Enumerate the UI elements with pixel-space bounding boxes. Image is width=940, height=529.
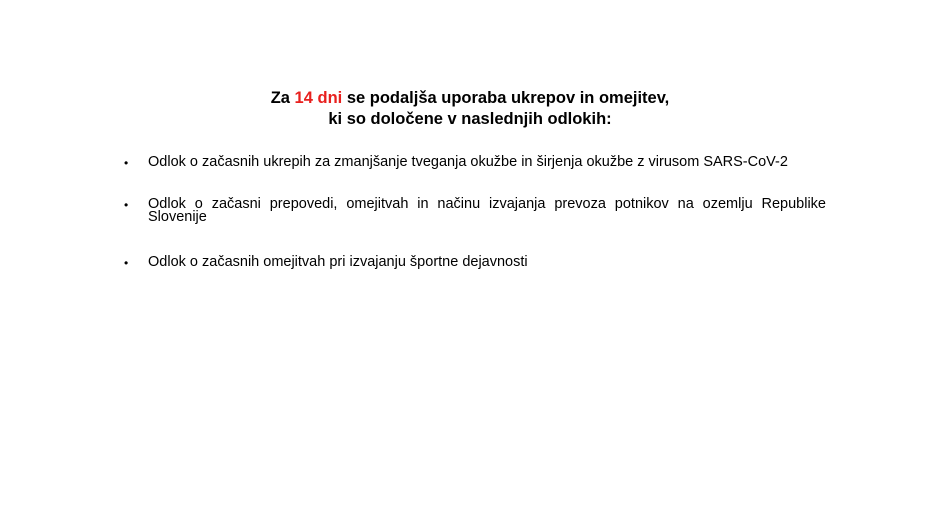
list-item [120,156,826,169]
bullet-list [120,156,826,271]
list-item [120,198,826,224]
bullet-marker: • [124,198,129,212]
bullet-marker: • [124,256,129,270]
list-item [120,254,826,271]
bullet-marker: • [124,156,129,170]
bullet-text: Odlok o začasnih omejitvah pri izvajanju športne dejavnosti [148,254,528,270]
title-suffix: se podaljša uporaba ukrepov in omejitev, [342,89,670,107]
title-line-1 [180,88,760,109]
bullet-text: Odlok o začasnih ukrepih za zmanjšanje tveganja okužbe in širjenja okužbe z virusom SARS-CoV-2 [148,154,788,170]
title-line-2: ki so določene v naslednjih odlokih: [328,110,612,128]
title-prefix: Za [270,89,295,107]
slide-title [180,88,760,130]
bullet-text: Odlok o začasni prepovedi, omejitvah in načinu izvajanja prevoza potnikov na ozemlju Republike Slovenije [148,196,826,225]
title-highlight: 14 dni [294,89,343,107]
